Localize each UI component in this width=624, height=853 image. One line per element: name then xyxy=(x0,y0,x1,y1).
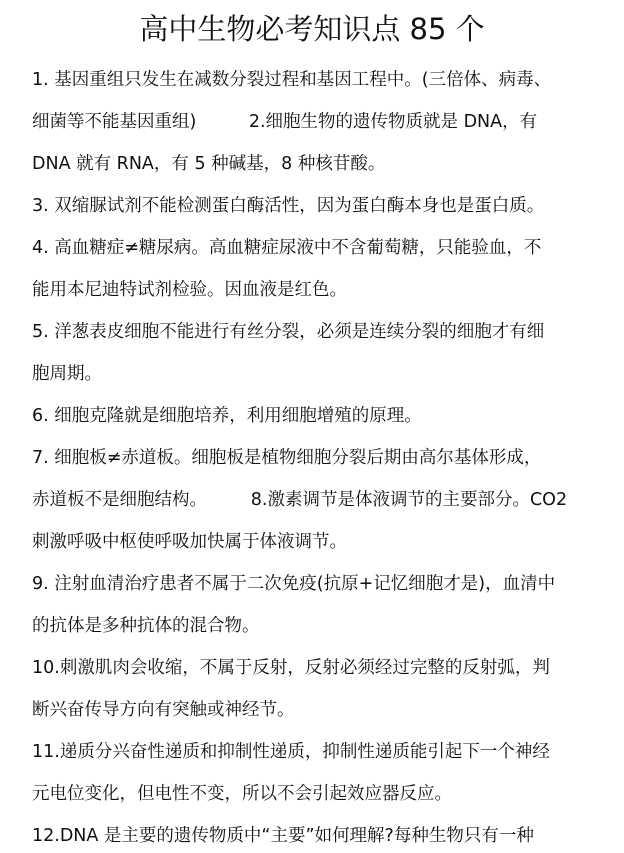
text-line: 6. 细胞克隆就是细胞培养，利用细胞增殖的原理。 xyxy=(32,406,422,426)
text-line: 1. 基因重组只发生在减数分裂过程和基因工程中。(三倍体、病毒、 xyxy=(32,70,552,90)
text-line: 11.递质分兴奋性递质和抑制性递质，抑制性递质能引起下一个神经 xyxy=(32,742,550,762)
text-line: 能用本尼迪特试剂检验。因血液是红色。 xyxy=(32,280,347,300)
text-line: 刺激呼吸中枢使呼吸加快属于体液调节。 xyxy=(32,532,347,552)
text-line: 元电位变化，但电性不变，所以不会引起效应器反应。 xyxy=(32,784,452,804)
text-line: 细菌等不能基因重组) 2.细胞生物的遗传物质就是 DNA，有 xyxy=(32,112,538,132)
text-line: 3. 双缩脲试剂不能检测蛋白酶活性，因为蛋白酶本身也是蛋白质。 xyxy=(32,196,545,216)
text-line: 7. 细胞板≠赤道板。细胞板是植物细胞分裂后期由高尔基体形成， xyxy=(32,448,542,468)
text-line: DNA 就有 RNA，有 5 种碱基，8 种核苷酸。 xyxy=(32,154,386,174)
text-line: 4. 高血糖症≠糖尿病。高血糖症尿液中不含葡萄糖，只能验血，不 xyxy=(32,238,542,258)
document-body xyxy=(32,66,592,850)
text-line: 9. 注射血清治疗患者不属于二次免疫(抗原+记忆细胞才是)，血清中 xyxy=(32,574,556,594)
text-line: 5. 洋葱表皮细胞不能进行有丝分裂，必须是连续分裂的细胞才有细 xyxy=(32,322,545,342)
text-line: 12.DNA 是主要的遗传物质中“主要”如何理解?每种生物只有一种 xyxy=(32,826,534,846)
text-line: 断兴奋传导方向有突触或神经节。 xyxy=(32,700,295,720)
text-line: 胞周期。 xyxy=(32,364,102,384)
text-line: 的抗体是多种抗体的混合物。 xyxy=(32,616,260,636)
text-line: 赤道板不是细胞结构。 8.激素调节是体液调节的主要部分。CO2 xyxy=(32,490,568,510)
page-title: 高中生物必考知识点 85 个 xyxy=(139,12,485,46)
text-line: 10.刺激肌肉会收缩，不属于反射，反射必须经过完整的反射弧，判 xyxy=(32,658,550,678)
